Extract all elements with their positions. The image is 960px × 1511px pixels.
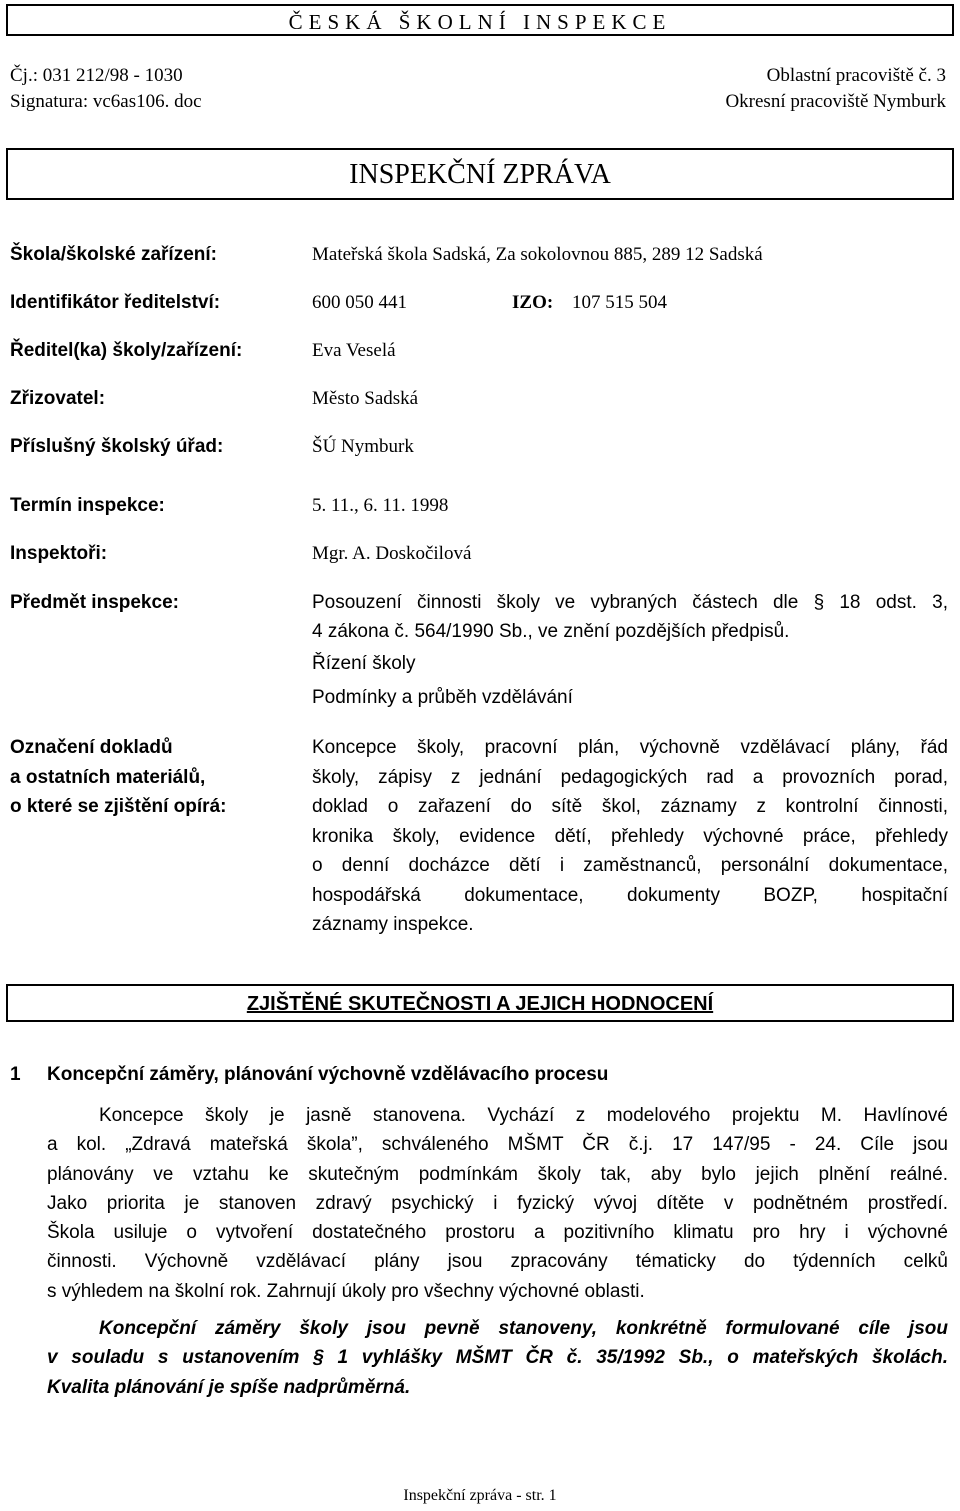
paragraph-line: Koncepce školy je jasně stanovena. Vychází z modelového projektu M. Havlínové	[99, 1105, 948, 1126]
subject-item: Řízení školy	[312, 653, 416, 674]
documents-label	[10, 733, 300, 822]
school-label: Škola/školské zařízení:	[10, 244, 217, 265]
page-footer: Inspekční zpráva - str. 1	[403, 1487, 557, 1504]
documents-text	[312, 733, 948, 940]
paragraph-line: Jako priorita je stanoven zdravý psychický i fyzický vývoj dítěte v podnětném prostředí.	[47, 1192, 948, 1214]
findings-section-box	[6, 984, 954, 1022]
documents-line: Koncepce školy, pracovní plán, výchovně vzdělávací plány, řád	[312, 737, 948, 758]
findings-paragraph	[47, 1101, 948, 1306]
documents-line: záznamy inspekce.	[312, 914, 474, 935]
paragraph-line: Škola usiluje o vytvoření dostatečného prostoru a pozitivního klimatu pro hry i výchovné	[47, 1222, 948, 1244]
subject-text	[312, 588, 948, 646]
organization-header-box	[6, 4, 954, 36]
organization-name: ČESKÁ ŠKOLNÍ INSPEKCE	[288, 10, 672, 34]
school-office-value: ŠÚ Nymburk	[312, 436, 414, 457]
report-title: INSPEKČNÍ ZPRÁVA	[349, 159, 611, 190]
subject-line: 4 zákona č. 564/1990 Sb., ve znění pozdějších předpisů.	[312, 621, 790, 642]
inspectors-value: Mgr. A. Doskočilová	[312, 543, 472, 564]
documents-line: kronika školy, evidence dětí, přehledy výchovné práce, přehledy	[312, 825, 948, 847]
founder-value: Město Sadská	[312, 388, 419, 409]
signature: Signatura: vc6as106. doc	[10, 91, 202, 112]
paragraph-line: plánovány ve vztahu ke skutečným podmínkám školy tak, aby bylo jejich plnění reálné.	[47, 1163, 948, 1185]
subject-item: Podmínky a průběh vzdělávání	[312, 687, 573, 708]
inspectors-label: Inspektoři:	[10, 543, 108, 564]
subject-line: Posouzení činnosti školy ve vybraných částech dle § 18 odst. 3,	[312, 592, 948, 613]
documents-line: o denní docházce dětí i zaměstnanců, personální dokumentace,	[312, 855, 948, 876]
conclusion-line: Koncepční záměry školy jsou pevně stanoveny, konkrétně formulované cíle jsou	[99, 1318, 948, 1339]
regional-office: Oblastní pracoviště č. 3	[766, 65, 946, 86]
documents-label-line: o které se zjištění opírá:	[10, 796, 227, 817]
izo-value: 107 515 504	[572, 292, 667, 313]
documents-label-line: Označení dokladů	[10, 737, 173, 758]
school-value: Mateřská škola Sadská, Za sokolovnou 885, 289 12 Sadská	[312, 244, 763, 265]
conclusion-line: Kvalita plánování je spíše nadprůměrná.	[47, 1376, 411, 1398]
principal-label: Ředitel(ka) školy/zařízení:	[10, 340, 243, 361]
director-id-label: Identifikátor ředitelství:	[10, 292, 221, 313]
paragraph-line: činnosti. Výchovně vzdělávací plány jsou zpracovány tématicky do týdenních celků	[47, 1251, 948, 1273]
item-number: 1	[10, 1064, 21, 1085]
documents-line: hospodářská dokumentace, dokumenty BOZP, hospitační	[312, 884, 948, 906]
founder-label: Zřizovatel:	[10, 388, 106, 409]
findings-section-title: ZJIŠTĚNÉ SKUTEČNOSTI A JEJICH HODNOCENÍ	[246, 993, 714, 1015]
findings-conclusion	[47, 1314, 948, 1402]
paragraph-line: s výhledem na školní rok. Zahrnují úkoly pro všechny výchovné oblasti.	[47, 1280, 645, 1302]
principal-value: Eva Veselá	[312, 340, 396, 361]
documents-line: doklad o zařazení do sítě škol, záznamy z kontrolní činnosti,	[312, 796, 948, 817]
documents-label-line: a ostatních materiálů,	[10, 766, 206, 788]
district-office: Okresní pracoviště Nymburk	[725, 91, 946, 112]
director-id-value: 600 050 441	[312, 292, 407, 313]
documents-line: školy, zápisy z jednání pedagogických rad a provozních porad,	[312, 766, 948, 788]
subject-label: Předmět inspekce:	[10, 592, 179, 613]
conclusion-line: v souladu s ustanovením § 1 vyhlášky MŠMT ČR č. 35/1992 Sb., o mateřských školách.	[47, 1347, 948, 1369]
item-title: Koncepční záměry, plánování výchovně vzdělávacího procesu	[47, 1064, 609, 1085]
school-office-label: Příslušný školský úřad:	[10, 436, 224, 457]
izo-label: IZO:	[512, 292, 554, 313]
paragraph-line: a kol. „Zdravá mateřská škola”, schváleného MŠMT ČR č.j. 17 147/95 - 24. Cíle jsou	[47, 1134, 948, 1156]
inspection-date-label: Termín inspekce:	[10, 495, 165, 516]
reference-number: Čj.: 031 212/98 - 1030	[10, 65, 183, 86]
report-title-box	[6, 148, 954, 200]
inspection-date-value: 5. 11., 6. 11. 1998	[312, 495, 449, 516]
